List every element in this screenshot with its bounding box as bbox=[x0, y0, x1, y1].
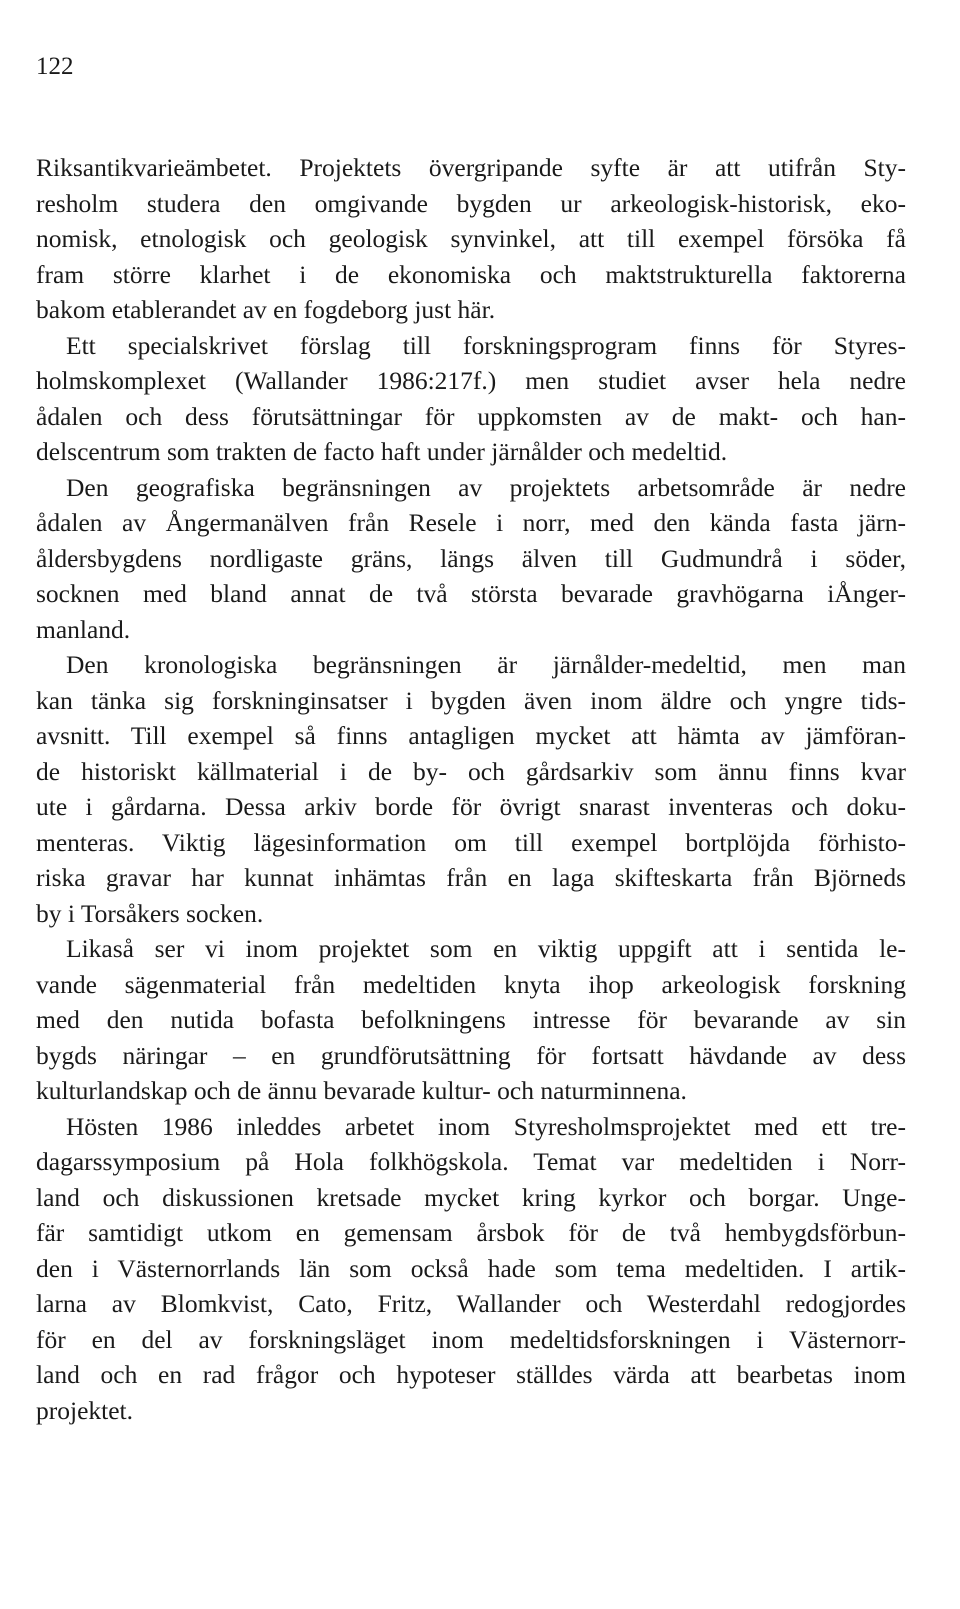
text-line: för en del av forskningsläget inom medeltidsforskningen i Västernorr- bbox=[36, 1324, 906, 1354]
text-line: projektet. bbox=[36, 1395, 134, 1425]
text-line: menteras. Viktig lägesinformation om till exempel bortplöjda förhisto- bbox=[36, 827, 906, 857]
text-line: holmskomplexet (Wallander 1986:217f.) men studiet avser hela nedre bbox=[36, 366, 906, 395]
text-line: Den geografiska begränsningen av projektets arbetsområde är nedre bbox=[66, 472, 906, 502]
text-line: avsnitt. Till exempel så finns antagligen mycket att hämta av jämföran- bbox=[36, 721, 906, 750]
text-line: resholm studera den omgivande bygden ur arkeologisk-historisk, eko- bbox=[36, 188, 906, 218]
text-line: manland. bbox=[36, 614, 131, 644]
text-line: larna av Blomkvist, Cato, Fritz, Wallander och Westerdahl redogjordes bbox=[36, 1289, 906, 1318]
text-line: dagarssymposium på Hola folkhögskola. Temat var medeltiden i Norr- bbox=[36, 1147, 906, 1176]
text-line: socknen med bland annat de två största bevarade gravhögarna iÅnger- bbox=[36, 579, 906, 608]
body-text bbox=[36, 150, 906, 1428]
text-line: by i Torsåkers socken. bbox=[36, 898, 264, 928]
text-line: Likaså ser vi inom projektet som en viktig uppgift att i sentida le- bbox=[66, 934, 906, 963]
text-line: land och en rad frågor och hypoteser ställdes värda att bearbetas inom bbox=[36, 1360, 906, 1389]
paragraph bbox=[36, 328, 906, 470]
text-line: fär samtidigt utkom en gemensam årsbok för de två hembygdsförbun- bbox=[36, 1218, 906, 1247]
text-line: vande sägenmaterial från medeltiden knyta ihop arkeologisk forskning bbox=[36, 969, 906, 999]
paragraph bbox=[36, 931, 906, 1109]
text-line: med den nutida bofasta befolkningens intresse för bevarande av sin bbox=[36, 1005, 906, 1034]
paragraph bbox=[36, 470, 906, 648]
text-line: Den kronologiska begränsningen är järnålder-medeltid, men man bbox=[66, 650, 906, 679]
text-line: land och diskussionen kretsade mycket kring kyrkor och borgar. Unge- bbox=[36, 1182, 906, 1212]
text-line: riska gravar har kunnat inhämtas från en laga skifteskarta från Björneds bbox=[36, 863, 906, 892]
text-line: Riksantikvarieämbetet. Projektets övergripande syfte är att utifrån Sty- bbox=[36, 153, 906, 182]
text-line: bygds näringar – en grundförutsättning för fortsatt hävdande av dess bbox=[36, 1040, 906, 1070]
text-line: åldersbygdens nordligaste gräns, längs älven till Gudmundrå i söder, bbox=[36, 543, 906, 573]
text-line: kulturlandskap och de ännu bevarade kultur- och naturminnena. bbox=[36, 1076, 687, 1105]
text-line: Ett specialskrivet förslag till forskningsprogram finns för Styres- bbox=[66, 330, 906, 360]
text-line: den i Västernorrlands län som också hade som tema medeltiden. I artik- bbox=[36, 1253, 906, 1283]
paragraph bbox=[36, 150, 906, 328]
text-line: ute i gårdarna. Dessa arkiv borde för övrigt snarast inventeras och doku- bbox=[36, 792, 906, 821]
text-line: ådalen och dess förutsättningar för uppkomsten av de makt- och han- bbox=[36, 401, 906, 431]
paragraph bbox=[36, 647, 906, 931]
page-number: 122 bbox=[36, 53, 74, 80]
text-line: delscentrum som trakten de facto haft under järnålder och medeltid. bbox=[36, 437, 728, 466]
paragraph bbox=[36, 1109, 906, 1429]
text-line: fram större klarhet i de ekonomiska och maktstrukturella faktorerna bbox=[36, 259, 906, 289]
text-line: ådalen av Ångermanälven från Resele i norr, med den kända fasta järn- bbox=[36, 508, 906, 537]
text-line: nomisk, etnologisk och geologisk synvinkel, att till exempel försöka få bbox=[36, 224, 906, 253]
text-line: Hösten 1986 inleddes arbetet inom Styresholmsprojektet med ett tre- bbox=[66, 1111, 906, 1141]
text-line: kan tänka sig forskninginsatser i bygden även inom äldre och yngre tids- bbox=[36, 685, 906, 715]
text-line: de historiskt källmaterial i de by- och gårdsarkiv som ännu finns kvar bbox=[36, 756, 906, 786]
text-line: bakom etablerandet av en fogdeborg just här. bbox=[36, 295, 496, 324]
